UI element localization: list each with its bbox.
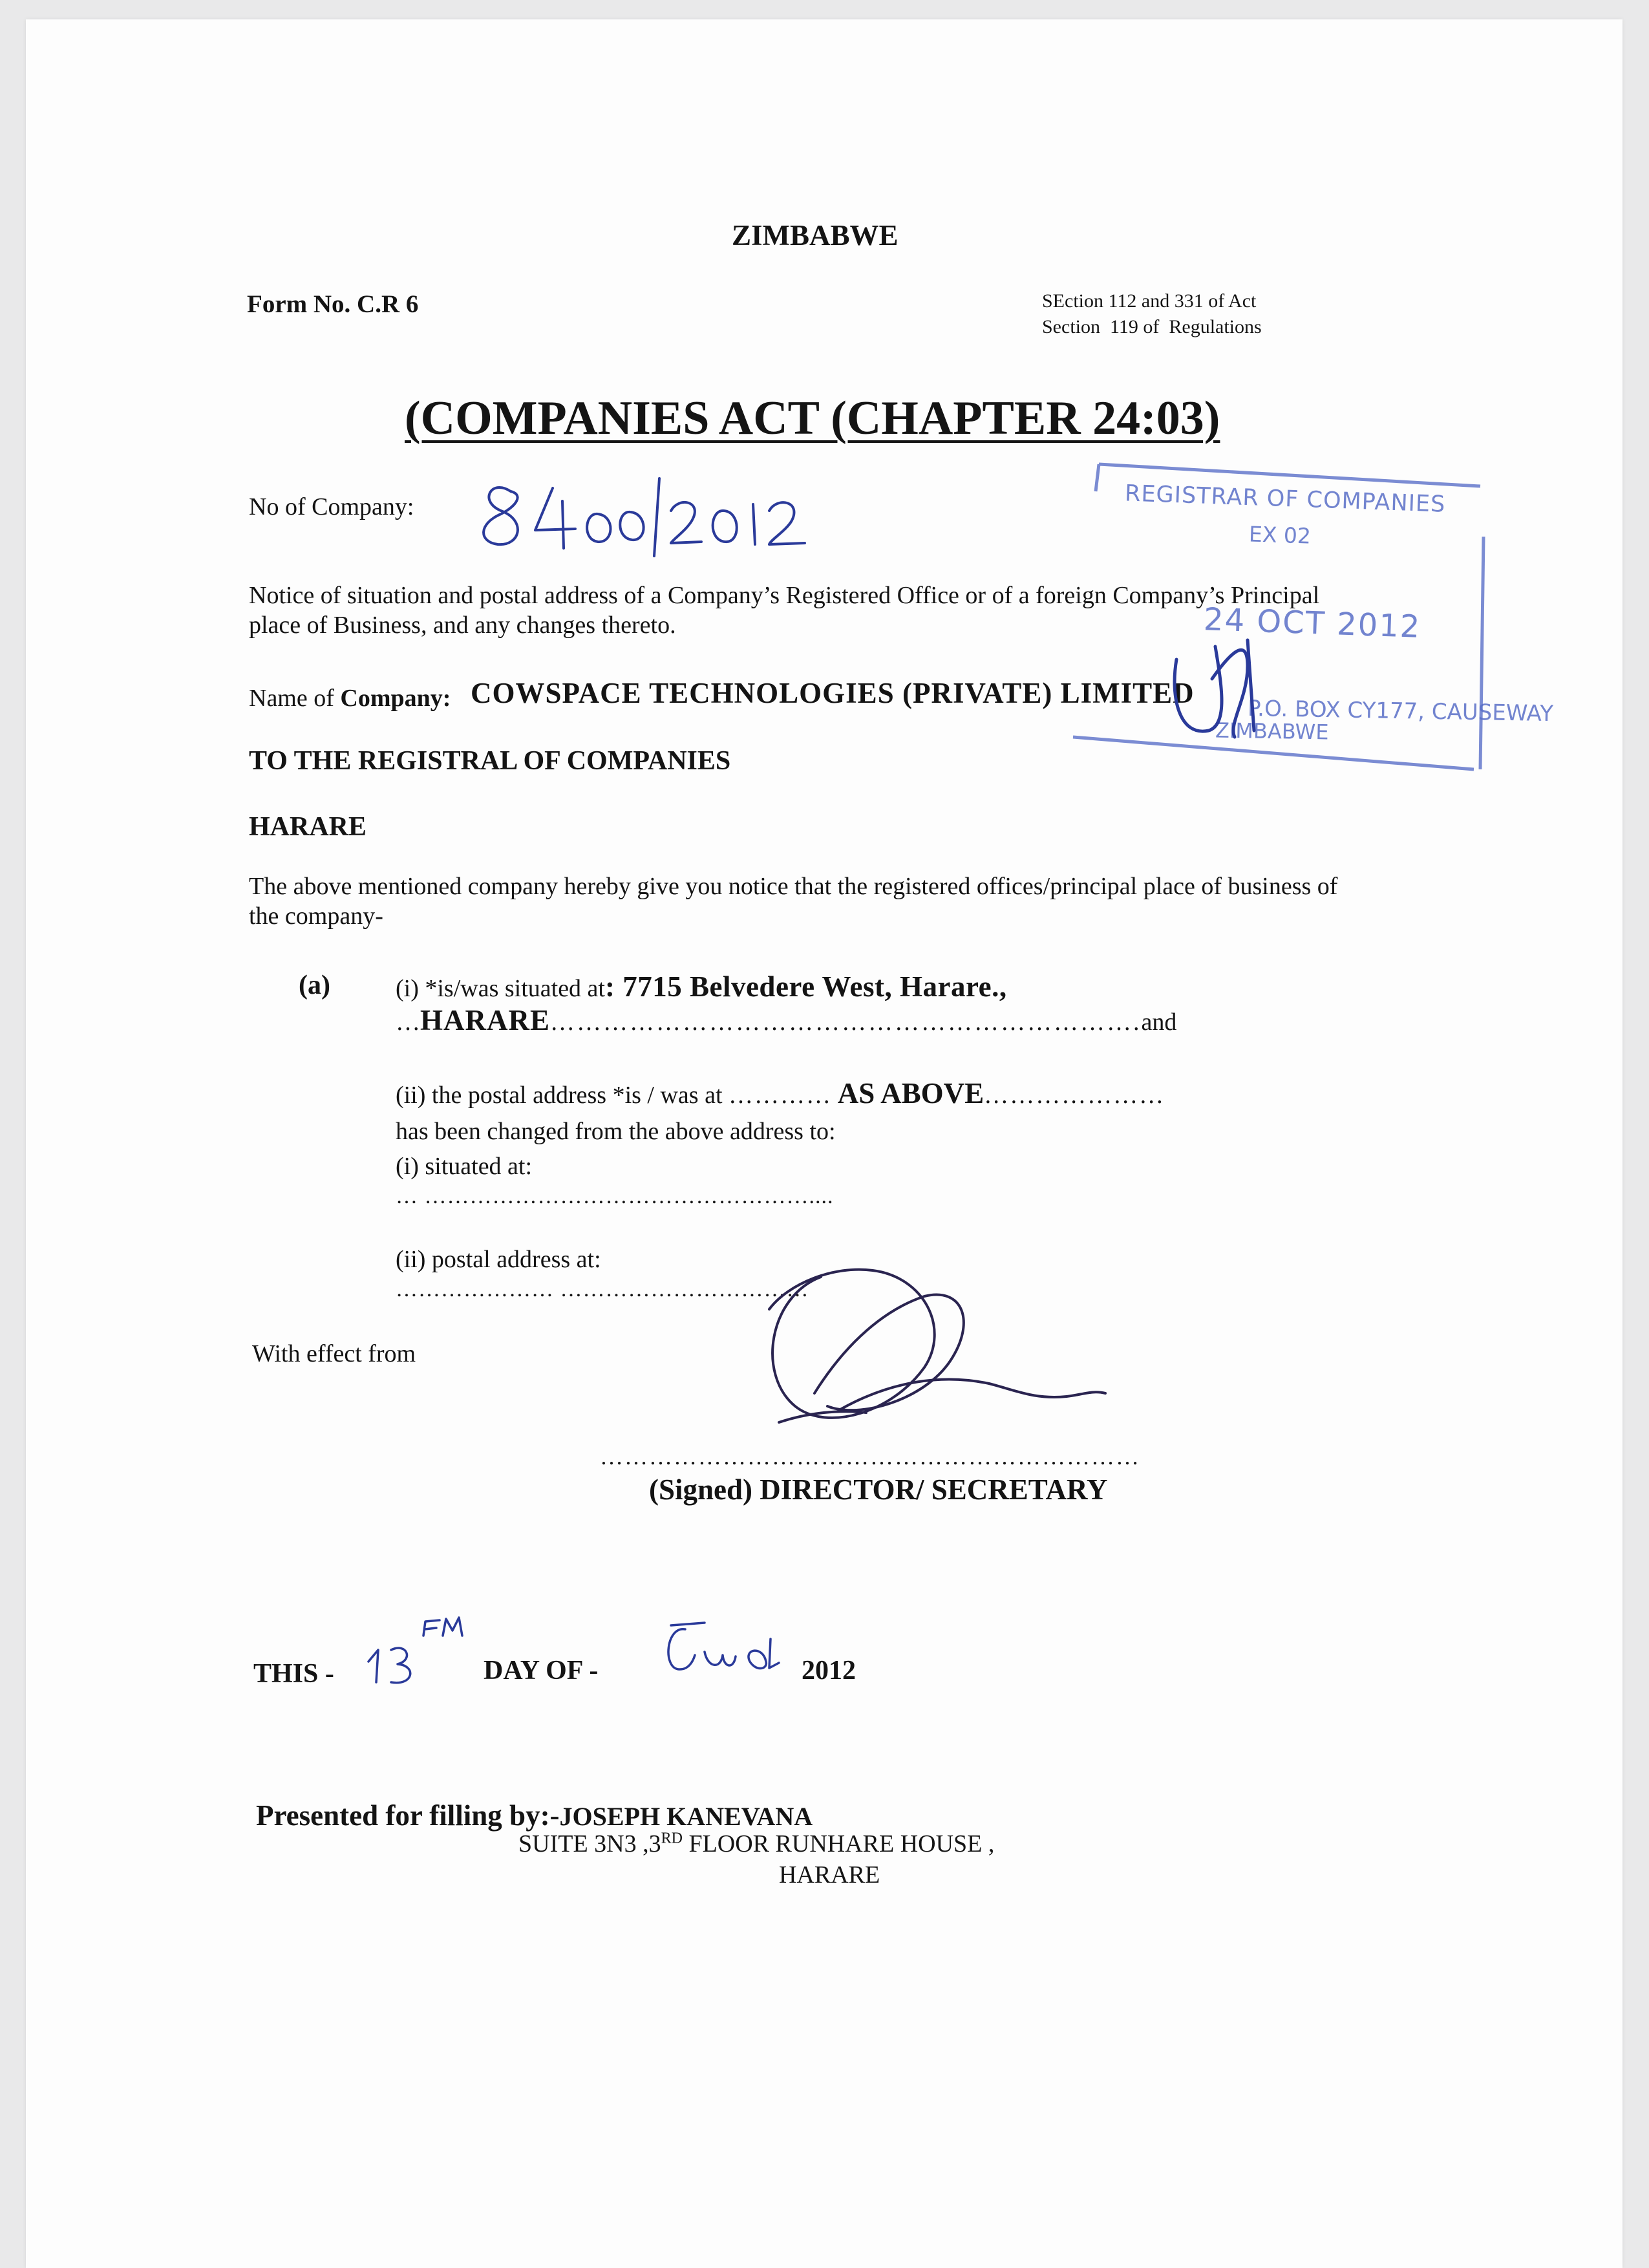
country-heading: ZIMBABWE bbox=[732, 219, 899, 251]
situated-line bbox=[396, 970, 1007, 1003]
company-name-label bbox=[249, 684, 451, 712]
presented-label: Presented for filling by:- bbox=[256, 1799, 560, 1832]
new-situated-label: (i) situated at: bbox=[396, 1153, 533, 1180]
section-a-label: (a) bbox=[299, 970, 330, 1000]
company-number-label: No of Company: bbox=[249, 493, 414, 520]
body-text: The above mentioned company hereby give you notice that the registered offices/principal place of business of the company- bbox=[249, 873, 1338, 930]
new-postal-dots: ………………… …………………………… bbox=[396, 1278, 809, 1301]
company-number-handwriting bbox=[465, 465, 827, 562]
act-title: (COMPANIES ACT (CHAPTER 24:03) bbox=[405, 392, 1220, 445]
changed-text: has been changed from the above address to: bbox=[396, 1118, 836, 1145]
presented-by bbox=[256, 1799, 813, 1832]
presenter-name: JOSEPH KANEVANA bbox=[559, 1802, 813, 1831]
this-label: THIS - bbox=[253, 1659, 334, 1689]
company-name-label-prefix: Name of bbox=[249, 685, 341, 712]
new-situated-dots: … …………………………………………….... bbox=[396, 1184, 834, 1208]
section-line-1: SEction 112 and 331 of Act bbox=[1042, 290, 1257, 312]
presenter-address-1 bbox=[518, 1830, 994, 1858]
section-line-2: Section 119 of Regulations bbox=[1042, 316, 1262, 337]
day-of-label: DAY OF - bbox=[484, 1656, 599, 1685]
section-reference bbox=[1042, 288, 1262, 340]
signature-dots: ………………………………………………………… bbox=[600, 1444, 1140, 1470]
situated-label: (i) *is/was situated at bbox=[396, 975, 605, 1002]
addressee-line-2: HARARE bbox=[249, 812, 367, 842]
postal-label: (ii) the postal address *is / was at bbox=[396, 1082, 729, 1109]
postal-line bbox=[396, 1076, 1165, 1110]
year: 2012 bbox=[802, 1656, 856, 1685]
signature-caption: (Signed) DIRECTOR/ SECRETARY bbox=[649, 1473, 1108, 1506]
situated-value: : 7715 Belvedere West, Harare., bbox=[604, 970, 1007, 1003]
stamp-office: EX 02 bbox=[1248, 521, 1312, 549]
stamp-initials bbox=[1151, 621, 1280, 750]
stamp-country: ZIMBABWE bbox=[1215, 718, 1329, 745]
address-sup: RD bbox=[661, 1830, 683, 1847]
situated-city: HARARE bbox=[420, 1004, 551, 1036]
effect-label: With effect from bbox=[252, 1340, 416, 1367]
postal-dots-before: ………… bbox=[729, 1082, 833, 1109]
situated-line-2-lead: … bbox=[396, 1009, 420, 1036]
month-handwriting bbox=[659, 1616, 789, 1681]
postal-dots-after: ………………… bbox=[984, 1082, 1165, 1109]
company-name-value: COWSPACE TECHNOLOGIES (PRIVATE) LIMITED bbox=[471, 677, 1195, 709]
postal-value: AS ABOVE bbox=[832, 1077, 984, 1109]
situated-line-2 bbox=[396, 1003, 1176, 1037]
stamp-box: P.O. BOX CY177, CAUSEWAY bbox=[1247, 695, 1554, 727]
notice-text: Notice of situation and postal address of a Company’s Registered Office or of a foreign Company’s Principal place of Business, and any changes thereto. bbox=[249, 582, 1320, 639]
day-handwriting bbox=[362, 1610, 472, 1687]
presenter-address-2: HARARE bbox=[779, 1861, 880, 1888]
director-signature bbox=[730, 1251, 1131, 1464]
form-number: Form No. C.R 6 bbox=[247, 290, 419, 318]
company-name-label-bold: Company: bbox=[340, 685, 451, 712]
address-pre: SUITE 3N3 ,3 bbox=[518, 1830, 661, 1857]
stamp-date: 24 OCT 2012 bbox=[1203, 601, 1422, 645]
situated-and: and bbox=[1141, 1009, 1177, 1036]
stamp-registrar: REGISTRAR OF COMPANIES bbox=[1124, 480, 1446, 518]
situated-dots: …………………………………………………………. bbox=[550, 1009, 1142, 1036]
new-postal-label: (ii) postal address at: bbox=[396, 1246, 601, 1273]
address-post: FLOOR RUNHARE HOUSE , bbox=[682, 1830, 995, 1857]
addressee-line-1: TO THE REGISTRAL OF COMPANIES bbox=[249, 746, 731, 776]
